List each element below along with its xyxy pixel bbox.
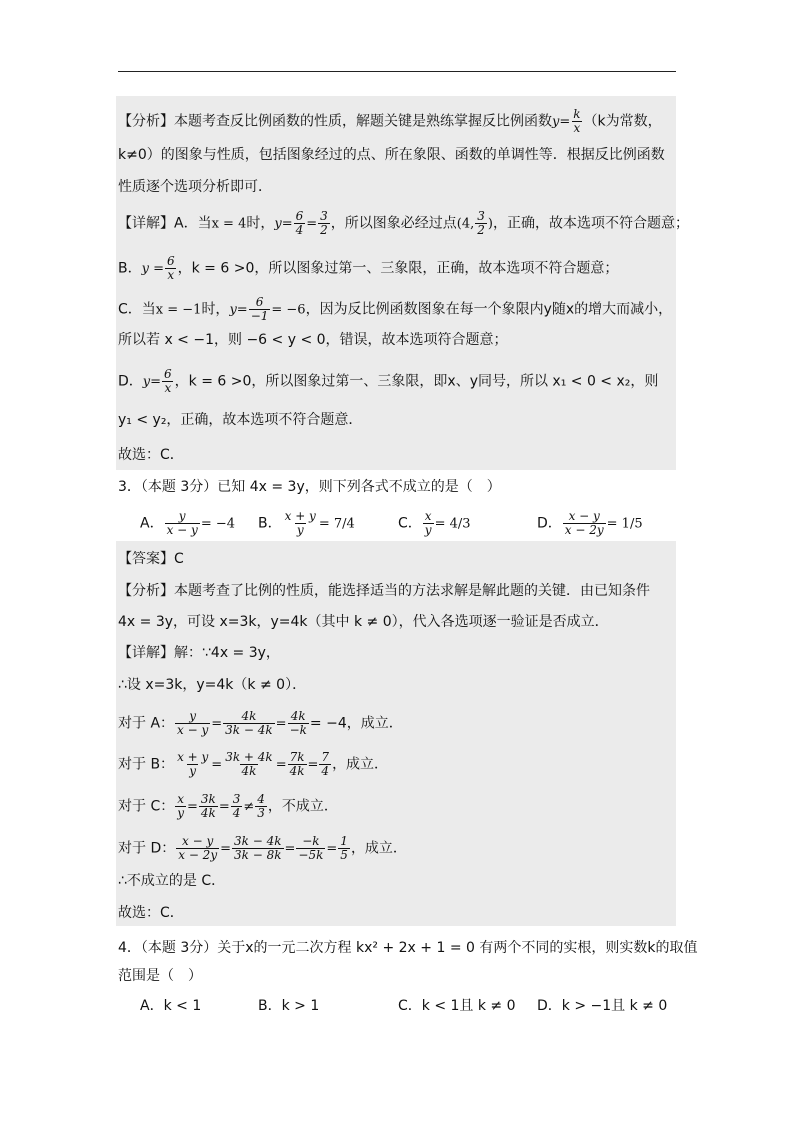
q3-check-d: 对于 D： $\frac{x - y}{x - 2y}$ = $\frac{3k - 4k}{3k - 8k}$ = $\frac{-k}{-5k}$ = $\frac{1}{5}$ ，成立． — [118, 834, 407, 862]
q4-option-c: C．k < 1且 k ≠ 0 — [398, 998, 516, 1014]
prev-detail-d-line2: y₁ < y₂，正确，故本选项不符合题意． — [118, 412, 363, 428]
q3-analysis-line2: 4x = 3y，可设 x=3k，y=4k（其中 k ≠ 0），代入各选项逐一验证是否成立． — [118, 614, 609, 630]
header-rule — [118, 71, 676, 72]
detail-label: 【详解】 — [118, 215, 174, 232]
analysis-label: 【分析】 — [118, 113, 174, 130]
q3-stem: 3．（本题 3分）已知 4x = 3y，则下列各式不成立的是（ ） — [118, 479, 501, 495]
prev-detail-d: D．y= $\frac{6}{x}$ ，k = 6 >0，所以图象过第一、三象限，即x、y同号，所以 x₁ < 0 < x₂，则 — [118, 367, 659, 395]
q4-option-d: D．k > −1且 k ≠ 0 — [537, 998, 668, 1014]
fraction: $\frac{k}{x}$ — [573, 107, 581, 135]
q3-detail-line1: 【详解】解：∵4x = 3y， — [118, 645, 280, 661]
prev-choose: 故选：C． — [118, 447, 184, 463]
q3-check-b: 对于 B： $\frac{x + y}{y}$ = $\frac{3k + 4k}{4k}$ = $\frac{7k}{4k}$ = $\frac{7}{4}$ ，成立． — [118, 750, 389, 778]
q3-check-a: 对于 A： $\frac{y}{x - y}$ = $\frac{4k}{3k - 4k}$ = $\frac{4k}{-k}$ = −4，成立． — [118, 709, 403, 737]
q3-option-b: B． $\frac{x + y}{y}$ = 7/4 — [258, 509, 355, 537]
q4-option-b: B．k > 1 — [258, 998, 320, 1014]
q3-option-d: D． $\frac{x - y}{x - 2y}$ = 1/5 — [537, 509, 643, 537]
q4-stem-line1: 4．（本题 3分）关于x的一元二次方程 kx² + 2x + 1 = 0 有两个不同的实根，则实数k的取值 — [118, 940, 698, 956]
prev-detail-c: C．当x = −1时，y= $\frac{6}{-1}$ = −6，因为反比例函数图象在每一个象限内y随x的增大而减小， — [118, 295, 673, 323]
prev-analysis-line2: k≠0）的图象与性质，包括图象经过的点、所在象限、函数的单调性等．根据反比例函数 — [118, 147, 665, 163]
q3-answer: 【答案】C — [118, 551, 184, 567]
q3-analysis-line1: 【分析】本题考查了比例的性质，能选择适当的方法求解是解此题的关键．由已知条件 — [118, 583, 650, 599]
q3-option-c: C． $\frac{x}{y}$ = 4/3 — [398, 509, 471, 537]
prev-analysis-line1: 【分析】本题考查反比例函数的性质，解题关键是熟练掌握反比例函数y= $\frac{k}{x}$ （k为常数， — [118, 107, 662, 135]
q3-choose: 故选：C． — [118, 905, 184, 921]
q4-stem-line2: 范围是（ ） — [118, 968, 202, 984]
prev-analysis-line3: 性质逐个选项分析即可． — [118, 179, 272, 195]
prev-detail-c-line2: 所以若 x < −1，则 −6 < y < 0，错误，故本选项符合题意； — [118, 332, 508, 348]
prev-detail-a: 【详解】A．当x = 4时，y= $\frac{6}{4}$ = $\frac{3}{2}$ ，所以图象必经过点(4, $\frac{3}{2}$ )，正确，故本选项不符合题意； — [118, 209, 689, 237]
q3-option-a: A． $\frac{y}{x - y}$ = −4 — [140, 509, 236, 537]
q4-option-a: A．k < 1 — [140, 998, 202, 1014]
q3-detail-line2: ∴设 x=3k，y=4k（k ≠ 0）． — [118, 677, 307, 693]
q3-conclude: ∴不成立的是 C． — [118, 873, 226, 889]
prev-detail-b: B．y = $\frac{6}{x}$ ，k = 6 >0，所以图象过第一、三象限，正确，故本选项不符合题意； — [118, 254, 619, 282]
q3-check-c: 对于 C： $\frac{x}{y}$ = $\frac{3k}{4k}$ = $\frac{3}{4}$ ≠ $\frac{4}{3}$ ，不成立． — [118, 792, 338, 820]
